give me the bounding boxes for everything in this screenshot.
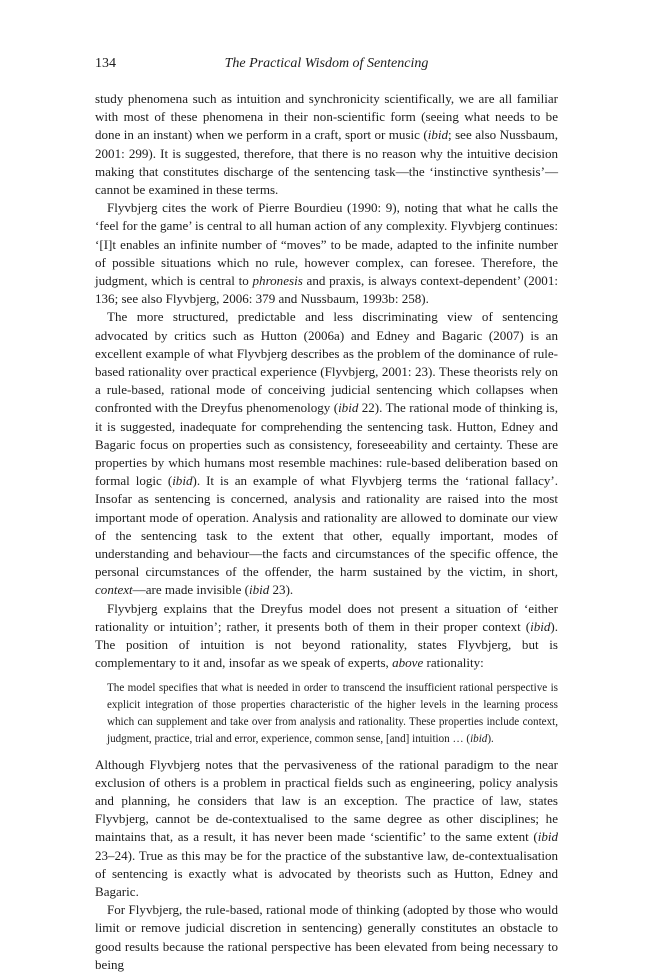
italic-text: phronesis [252, 273, 303, 289]
running-head-title: The Practical Wisdom of Sentencing [224, 56, 429, 71]
italic-text: above [392, 655, 424, 671]
text-run: Although Flyvbjerg notes that the pervasiveness of the rational paradigm to the near exclusion of others is a problem in practical fields such as engineering, policy analysis and planning, he considers that law is an exception. The practice of law, states Flyvbjerg, cannot be de-contextualised to the same degree as other disciplines; he maintains that, as a result, it has never been made ‘scientific’ to the same extent ( [95, 756, 558, 845]
block-quote-text [107, 680, 558, 748]
text-run: Flyvbjerg cites the work of Pierre Bourdieu (1990: 9), noting that what he calls the ‘feel for the game’ is central to all human action of any complexity. Flyvbjerg continues: ‘[I]t enables an infinite number of “moves” to be made, adapted to the infinite number of possible situations which no rule, however complex, can foresee. Therefore, the judgment, which is central to [95, 200, 558, 289]
italic-text: ibid [172, 473, 193, 489]
text-run: and praxis, is always context-dependent’ (2001: 136; see also Flyvbjerg, 2006: 379 and Nussbaum, 1993b: 258). [95, 273, 558, 307]
text-run: —are made invisible ( [132, 582, 249, 598]
italic-text: ibid [470, 732, 488, 745]
italic-text: context [95, 582, 133, 598]
body-text [95, 90, 558, 974]
italic-text: ibid [537, 829, 558, 845]
text-run: The model specifies that what is needed in order to transcend the insufficient rational perspective is explicit integration of those properties characteristic of the higher levels in the learning process which can supplement and take over from analysis and rationality. These properties include context, judgment, practice, trial and error, experience, common sense, [and] intuition … ( [107, 681, 558, 745]
italic-text: ibid [530, 618, 551, 634]
italic-text: ibid [248, 582, 270, 598]
text-run: For Flyvbjerg, the rule-based, rational mode of thinking (adopted by those who would limit or remove judicial discretion in sentencing) generally constitutes an obstacle to good results because the rational perspective has been elevated from being necessary to being [95, 902, 558, 972]
text-run: rationality: [423, 655, 484, 671]
text-run: ). [487, 732, 494, 745]
text-run: 23–24). True as this may be for the practice of the substantive law, de-contextualisation of sentencing is exactly what is advocated by theorists such as Hutton, Edney and Bagaric. [95, 847, 558, 899]
text-run: The more structured, predictable and less discriminating view of sentencing advocated by critics such as Hutton (2006a) and Edney and Bagaric (2007) is an excellent example of what Flyvbjerg describes as the problem of the dominance of rule-based rationality over practical experience (Flyvbjerg, 2001: 23). These theorists rely on a rule-based, rational mode of conceiving judicial sentencing which collapses when confronted with the Dreyfus phenomenology ( [95, 309, 558, 416]
paragraph [95, 90, 558, 199]
paragraph [95, 600, 558, 673]
page-number: 134 [95, 56, 116, 71]
block-quote [107, 680, 558, 748]
italic-text: ibid [427, 127, 449, 143]
text-run: ). It is an example of what Flyvbjerg terms the ‘rational fallacy’. Insofar as sentencing is concerned, analysis and rationality are raised into the most important mode of operation. Analysis and rationality are allowed to dominate our view of the sentencing task to the extent that other, equally important, modes of understanding and behaviour—the facts and circumstances of the specific offence, the personal circumstances of the offender, the harm sustained by the victim, in short, [95, 473, 559, 580]
text-run: ). The position of intuition is not beyond rationality, states Flyvbjerg, but is complementary to it and, insofar as we speak of experts, [95, 618, 558, 671]
paragraph [95, 308, 558, 599]
text-run: 23). [269, 582, 294, 598]
text-run: Flyvbjerg explains that the Dreyfus model does not present a situation of ‘either rationality or intuition’; rather, it presents both of them in their proper context ( [95, 600, 558, 634]
text-run: ; see also Nussbaum, 2001: 299). It is suggested, therefore, that there is no reason why the intuitive decision making that constitutes discharge of the sentencing task—the ‘instinctive synthesis’—cannot be examined in these terms. [95, 127, 558, 198]
text-run: study phenomena such as intuition and synchronicity scientifically, we are all familiar with most of these phenomena in their non-scientific form (seeing what needs to be done in an instant) when we perform in a craft, sport or music ( [95, 91, 558, 143]
text-run: 22). The rational mode of thinking is, it is suggested, inadequate for comprehending the sentencing task. Hutton, Edney and Bagaric focus on properties such as consistency, foreseeability and certainty. These are properties by which humans most resemble machines: rule-based deliberation based on formal logic ( [95, 400, 558, 489]
paragraph [95, 756, 558, 902]
paragraph [95, 199, 558, 308]
italic-text: ibid [338, 400, 359, 416]
